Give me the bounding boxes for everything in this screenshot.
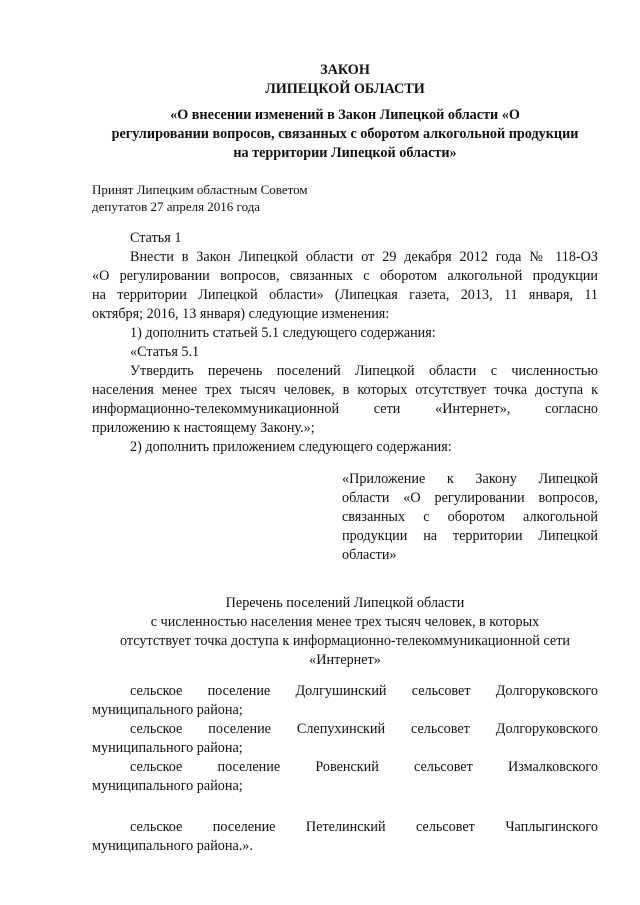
article-text-line: «О регулировании вопросов, связанных с оборотом алкогольной продукции [92,268,598,284]
settlement-line: муниципального района; [92,778,243,794]
list-item [92,682,598,720]
appendix-line: «Приложение к Закону Липецкой [342,471,598,487]
appendix-line: области» [342,547,397,563]
title-line: ЛИПЕЦКОЙ ОБЛАСТИ [265,81,425,97]
settlement-line: муниципального района; [92,702,243,718]
title-line: ЗАКОН [320,62,370,78]
new-article-heading: «Статья 5.1 [130,344,200,360]
settlement-line: сельское поселение Слепухинский сельсовет Долгоруковского [130,721,598,737]
list-title-line: отсутствует точка доступа к информационно-телекоммуникационной сети [119,633,570,649]
adoption-note [92,181,598,215]
article-text-line: приложению к настоящему Закону.»; [92,420,315,436]
article-text-line: на территории Липецкой области» (Липецкая газета, 2013, 11 января, 11 [92,287,598,303]
list-title-line: «Интернет» [309,652,381,668]
list-item [92,758,598,796]
subtitle-line: регулировании вопросов, связанных с оборотом алкогольной продукции [111,126,579,142]
subtitle-line: на территории Липецкой области» [233,145,457,161]
appendix-line: области «О регулировании вопросов, [342,490,598,506]
settlement-line: муниципального района.». [92,838,253,854]
law-title [92,61,598,99]
list-title-line: Перечень поселений Липецкой области [225,595,465,611]
law-subtitle [88,106,602,163]
article-heading: Статья 1 [130,230,182,246]
list-title-line: с численностью населения менее трех тысяч человек, в которых [150,614,540,630]
settlement-line: муниципального района; [92,740,243,756]
settlement-line: сельское поселение Петелинский сельсовет Чаплыгинского [130,819,598,835]
article-text-line: Утвердить перечень поселений Липецкой области с численностью [130,363,598,379]
appendix-line: связанных с оборотом алкогольной [342,509,598,525]
subtitle-line: «О внесении изменений в Закон Липецкой области «О [170,107,520,123]
settlement-list [92,682,598,856]
article-text-line: информационно-телекоммуникационной сети «Интернет», согласно [92,401,598,417]
adoption-line: Принят Липецким областным Советом [92,182,308,197]
article-text-line: октября; 2016, 13 января) следующие изменения: [92,306,390,322]
list-item [92,818,598,856]
settlement-line: сельское поселение Ровенский сельсовет Измалковского [130,759,598,775]
settlement-line: сельское поселение Долгушинский сельсовет Долгоруковского [130,683,598,699]
article-text-line: Внести в Закон Липецкой области от 29 декабря 2012 года № 118-ОЗ [130,249,598,265]
appendix-reference [342,470,598,565]
appendix-line: продукции на территории Липецкой [342,528,598,544]
article-1 [92,229,598,457]
list-title [92,594,598,670]
adoption-line: депутатов 27 апреля 2016 года [92,199,261,214]
list-item [92,720,598,758]
amendment-item: 1) дополнить статьей 5.1 следующего содержания: [130,325,436,341]
amendment-item: 2) дополнить приложением следующего содержания: [130,439,452,455]
article-text-line: населения менее трех тысяч человек, в которых отсутствует точка доступа к [92,382,598,398]
